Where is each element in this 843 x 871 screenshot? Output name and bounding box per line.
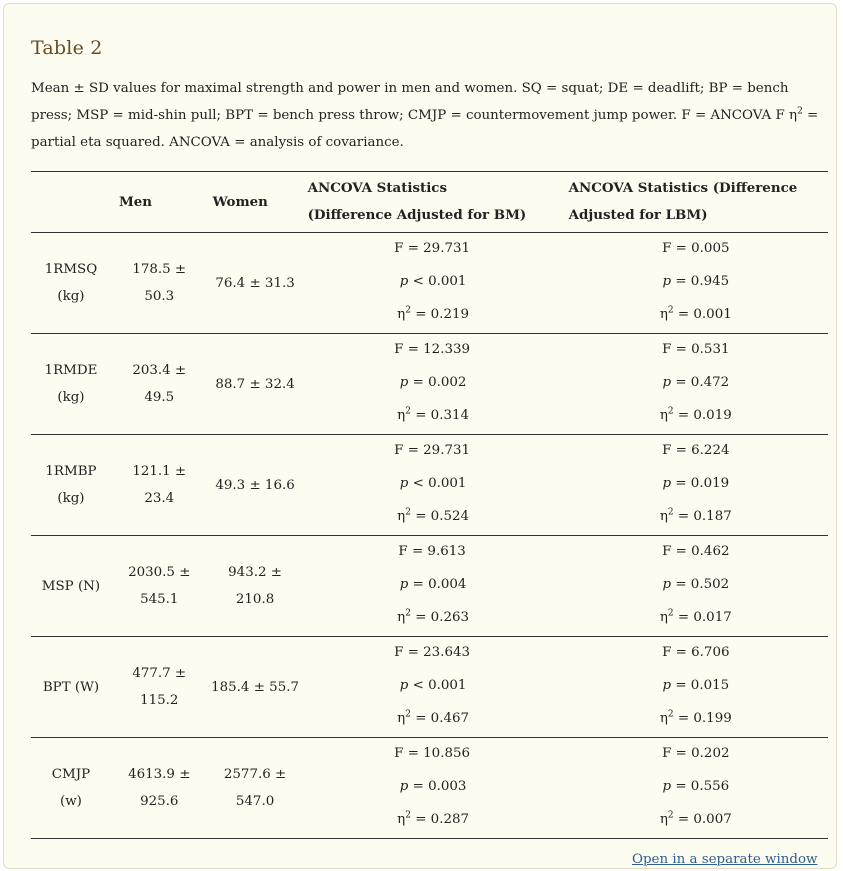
stat-eta <box>564 405 828 427</box>
cell-women-text: 76.4 ± 31.3 <box>215 275 295 291</box>
cell-param <box>31 233 111 334</box>
cell-ancova-lbm <box>564 334 828 435</box>
stat-p-value: = 0.945 <box>675 274 730 289</box>
stat-p <box>303 372 564 394</box>
stat-p-label: p <box>399 274 409 289</box>
stat-eta <box>303 506 564 528</box>
table-row <box>31 435 828 536</box>
cell-men <box>111 435 208 536</box>
stat-eta <box>303 708 564 730</box>
stat-p-value: = 0.556 <box>675 779 730 794</box>
stat-p <box>564 574 828 596</box>
cell-women <box>208 233 303 334</box>
header-param <box>31 172 111 233</box>
cell-men-text: 477.7 ± 115.2 <box>132 666 187 708</box>
cell-param-text: 1RMDE (kg) <box>44 363 98 405</box>
stat-p-value: = 0.502 <box>675 577 730 592</box>
stat-eta-value: = 0.467 <box>415 711 470 726</box>
stat-f: F = 9.613 <box>398 544 466 559</box>
stat-eta-symbol: η <box>659 408 668 423</box>
stat-eta <box>564 506 828 528</box>
header-row <box>31 172 828 233</box>
cell-men-text: 4613.9 ± 925.6 <box>128 767 191 809</box>
cell-men <box>111 334 208 435</box>
cell-ancova-bm <box>303 233 564 334</box>
cell-param-text: CMJP (w) <box>51 767 91 809</box>
stat-eta-symbol: η <box>659 711 668 726</box>
stat-eta-symbol: η <box>659 509 668 524</box>
stat-p <box>303 776 564 798</box>
stat-p-label: p <box>662 476 672 491</box>
stat-eta-symbol: η <box>659 812 668 827</box>
cell-women-text: 88.7 ± 32.4 <box>215 376 295 392</box>
cell-men-text: 121.1 ± 23.4 <box>132 464 187 506</box>
stat-eta-sup: 2 <box>405 507 411 518</box>
stat-eta-symbol: η <box>397 812 406 827</box>
stat-eta-symbol: η <box>397 711 406 726</box>
cell-women-text: 185.4 ± 55.7 <box>211 679 299 695</box>
cell-men <box>111 738 208 839</box>
stat-p-value: = 0.003 <box>412 779 467 794</box>
stat-eta-sup: 2 <box>405 608 411 619</box>
cell-men-text: 203.4 ± 49.5 <box>132 363 187 405</box>
stat-eta-sup: 2 <box>405 810 411 821</box>
cell-women-text: 943.2 ± 210.8 <box>228 565 282 607</box>
cell-women <box>208 738 303 839</box>
cell-men-text: 2030.5 ± 545.1 <box>128 565 191 607</box>
open-separate-window-link[interactable]: Open in a separate window <box>632 852 818 867</box>
stat-eta <box>303 607 564 629</box>
stat-eta-sup: 2 <box>667 709 674 720</box>
cell-men-text: 178.5 ± 50.3 <box>132 262 187 304</box>
stat-p-value: < 0.001 <box>412 476 467 491</box>
cell-ancova-bm <box>303 637 564 738</box>
stat-eta-value: = 0.187 <box>677 509 732 524</box>
cell-ancova-bm <box>303 334 564 435</box>
stat-p <box>564 372 828 394</box>
cell-women <box>208 334 303 435</box>
stat-p <box>303 574 564 596</box>
stat-eta-sup: 2 <box>667 810 674 821</box>
stat-p <box>303 473 564 495</box>
cell-param <box>31 738 111 839</box>
stat-f: F = 29.731 <box>394 241 471 256</box>
header-men: Men <box>111 172 208 233</box>
stat-p-label: p <box>399 779 409 794</box>
stat-eta-sup: 2 <box>667 406 674 417</box>
cell-ancova-bm <box>303 738 564 839</box>
stat-eta <box>564 607 828 629</box>
cell-param-text: BPT (W) <box>42 679 100 695</box>
stat-p-label: p <box>399 678 409 693</box>
stat-eta-sup: 2 <box>405 709 411 720</box>
stat-eta <box>564 304 828 326</box>
table-row <box>31 233 828 334</box>
stat-eta-sup: 2 <box>667 305 674 316</box>
cell-param <box>31 637 111 738</box>
stat-eta-value: = 0.524 <box>415 509 470 524</box>
cell-ancova-lbm <box>564 738 828 839</box>
stat-p-label: p <box>662 274 672 289</box>
stat-p-label: p <box>662 678 672 693</box>
stat-eta <box>303 405 564 427</box>
cell-women-text: 2577.6 ± 547.0 <box>223 767 287 809</box>
stat-f: F = 10.856 <box>394 746 471 761</box>
stat-p-label: p <box>662 577 672 592</box>
cell-param <box>31 334 111 435</box>
stat-eta-value: = 0.287 <box>415 812 470 827</box>
stat-eta <box>303 304 564 326</box>
stat-p <box>564 271 828 293</box>
stat-p-label: p <box>399 375 409 390</box>
stat-eta-value: = 0.314 <box>415 408 470 423</box>
stat-eta-value: = 0.017 <box>677 610 732 625</box>
stat-eta-value: = 0.019 <box>677 408 732 423</box>
stat-p-value: = 0.019 <box>675 476 730 491</box>
stat-p-label: p <box>662 375 672 390</box>
stat-eta-symbol: η <box>397 610 406 625</box>
stat-eta-symbol: η <box>397 408 406 423</box>
stat-eta-value: = 0.199 <box>677 711 732 726</box>
data-table <box>31 171 828 839</box>
stat-p <box>303 271 564 293</box>
stat-p-label: p <box>662 779 672 794</box>
cell-param-text: MSP (N) <box>41 578 101 594</box>
table-panel <box>3 3 837 869</box>
stat-f: F = 23.643 <box>394 645 471 660</box>
header-ancova-bm: ANCOVA Statistics (Difference Adjusted for BM) <box>303 172 564 233</box>
header-women: Women <box>208 172 303 233</box>
table-caption <box>31 75 831 156</box>
table-row <box>31 738 828 839</box>
stat-f: F = 0.202 <box>662 746 730 761</box>
stat-p <box>564 776 828 798</box>
table-row <box>31 536 828 637</box>
table-row <box>31 637 828 738</box>
stat-p-value: = 0.004 <box>412 577 467 592</box>
stat-f: F = 0.531 <box>662 342 730 357</box>
caption-sup: 2 <box>797 106 803 117</box>
stat-p-value: = 0.472 <box>675 375 730 390</box>
cell-ancova-bm <box>303 536 564 637</box>
cell-param <box>31 536 111 637</box>
cell-women <box>208 435 303 536</box>
stat-p-value: = 0.002 <box>412 375 467 390</box>
stat-eta-value: = 0.001 <box>677 307 732 322</box>
stat-eta-symbol: η <box>397 509 406 524</box>
stat-eta <box>564 708 828 730</box>
cell-men <box>111 536 208 637</box>
stat-eta-value: = 0.219 <box>415 307 470 322</box>
cell-ancova-bm <box>303 435 564 536</box>
caption-part-1: Mean ± SD values for maximal strength and power in men and women. SQ = squat; DE = deadlift; BP = bench press; MSP = mid-shin pull; BPT = bench press throw; CMJP = countermovement jump power. F = ANCOVA F η <box>31 81 798 123</box>
stat-eta-value: = 0.263 <box>415 610 470 625</box>
table-row <box>31 334 828 435</box>
cell-ancova-lbm <box>564 233 828 334</box>
stat-p <box>564 675 828 697</box>
cell-ancova-lbm <box>564 637 828 738</box>
cell-women <box>208 536 303 637</box>
stat-p-value: < 0.001 <box>412 274 467 289</box>
table-title: Table 2 <box>31 37 103 59</box>
cell-women <box>208 637 303 738</box>
cell-param-text: 1RMBP (kg) <box>45 464 97 506</box>
table-body <box>31 233 828 839</box>
cell-ancova-lbm <box>564 536 828 637</box>
stat-eta-symbol: η <box>659 610 668 625</box>
stat-eta <box>564 809 828 831</box>
stat-p-label: p <box>399 476 409 491</box>
cell-men <box>111 637 208 738</box>
cell-ancova-lbm <box>564 435 828 536</box>
stat-p-label: p <box>399 577 409 592</box>
stat-eta-symbol: η <box>397 307 406 322</box>
stat-f: F = 6.224 <box>662 443 730 458</box>
stat-eta-symbol: η <box>659 307 668 322</box>
cell-men <box>111 233 208 334</box>
stat-p <box>564 473 828 495</box>
stat-eta <box>303 809 564 831</box>
caption-part-2: = partial eta squared. ANCOVA = analysis of covariance. <box>31 108 819 150</box>
stat-eta-sup: 2 <box>405 406 411 417</box>
stat-f: F = 0.462 <box>662 544 730 559</box>
cell-women-text: 49.3 ± 16.6 <box>215 477 295 493</box>
stat-eta-value: = 0.007 <box>677 812 732 827</box>
stat-p <box>303 675 564 697</box>
stat-eta-sup: 2 <box>667 608 674 619</box>
header-ancova-lbm: ANCOVA Statistics (Difference Adjusted for LBM) <box>564 172 828 233</box>
stat-f: F = 29.731 <box>394 443 471 458</box>
stat-p-value: < 0.001 <box>412 678 467 693</box>
stat-eta-sup: 2 <box>667 507 674 518</box>
cell-param <box>31 435 111 536</box>
cell-param-text: 1RMSQ (kg) <box>44 262 98 304</box>
stat-f: F = 0.005 <box>662 241 730 256</box>
stat-eta-sup: 2 <box>405 305 411 316</box>
stat-f: F = 6.706 <box>662 645 730 660</box>
stat-p-value: = 0.015 <box>675 678 730 693</box>
stat-f: F = 12.339 <box>394 342 471 357</box>
